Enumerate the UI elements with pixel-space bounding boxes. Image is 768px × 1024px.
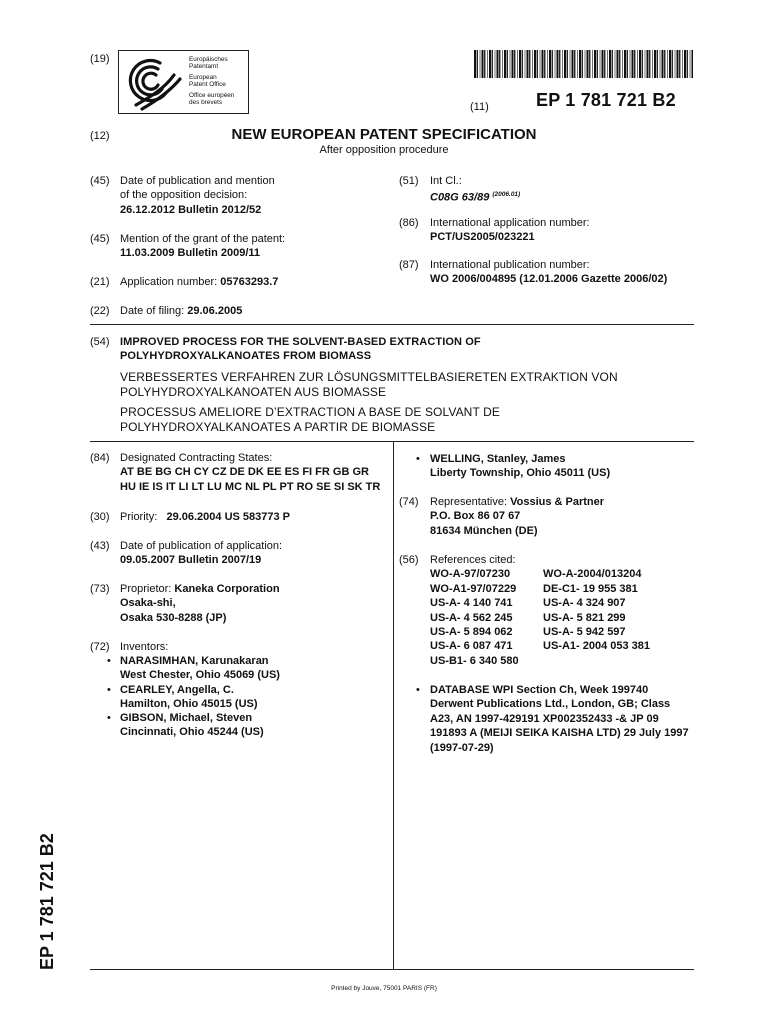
- side-publication-number: EP 1 781 721 B2: [37, 833, 57, 970]
- inid-code-45b: (45): [90, 233, 110, 245]
- title-english: IMPROVED PROCESS FOR THE SOLVENT-BASED EXTRACTION OF POLYHYDROXYALKANOATES FROM BIOMASS: [120, 336, 481, 363]
- inid-code-72: (72): [90, 641, 110, 653]
- title-french: PROCESSUS AMELIORE D’EXTRACTION A BASE DE SOLVANT DE POLYHYDROXYALKANOATES A PARTIR DE BIOMASSE: [120, 405, 500, 434]
- reference-entry: US-A- 5 942 597: [543, 626, 626, 639]
- reference-row: [430, 582, 650, 596]
- inid-code-54: (54): [90, 336, 110, 348]
- reference-entry: US-A1- 2004 053 381: [543, 640, 651, 653]
- office-name: Europäisches Patentamt European Patent Office Office européen des brevets: [189, 56, 235, 107]
- inid-code-84: (84): [90, 452, 110, 464]
- inid-code-45a: (45): [90, 175, 110, 187]
- database-reference: DATABASE WPI Section Ch, Week 199740 Derwent Publications Ltd., London, GB; Class A23, AN 1997-429191 XP002352433 -& JP 09 191893 A (MEIJI SEIKA KAISHA LTD) 29 July 1997 (1997-07-29): [430, 684, 689, 754]
- inid-code-22: (22): [90, 305, 110, 317]
- bullet-icon: •: [107, 712, 111, 724]
- reference-entry: WO-A-2004/013204: [543, 568, 642, 581]
- application-publication-field: Date of publication of application: 09.05.2007 Bulletin 2007/19: [120, 540, 283, 567]
- intl-application-field: International application number: PCT/US2005/023221: [430, 217, 590, 244]
- reference-entry: US-A- 4 562 245: [430, 611, 513, 624]
- printer-footer: Printed by Jouve, 75001 PARIS (FR): [331, 985, 437, 992]
- reference-entry: US-B1- 6 340 580: [430, 654, 519, 667]
- inid-code-11: (11): [470, 101, 489, 113]
- title-german: VERBESSERTES VERFAHREN ZUR LÖSUNGSMITTELBASIERETEN EXTRAKTION VON POLYHYDROXYALKANOATEN AUS BIOMASSE: [120, 370, 618, 399]
- inventor-1: NARASIMHAN, Karunakaran West Chester, Ohio 45069 (US): [120, 655, 280, 682]
- inid-code-12: (12): [90, 130, 110, 142]
- reference-row: [430, 567, 650, 581]
- inventor-4: WELLING, Stanley, James Liberty Township, Ohio 45011 (US): [430, 453, 611, 480]
- inid-code-19: (19): [90, 53, 110, 65]
- column-divider: [393, 441, 394, 969]
- publication-number: EP 1 781 721 B2: [536, 90, 676, 110]
- inid-code-21: (21): [90, 276, 110, 288]
- references-field: References cited: WO-A-97/07230 WO-A-2004/013204 WO-A1-97/07229 DE-C1- 19 955 381 US-A- 4 140 741 US-A- 4 324 907 US-A- 4 562 245 US-A- 5 821 299 US-A- 5 894 062 US-A- 5 942 597 US-A- 6 087 471 US-A1- 2004 053 381 US-B1- 6 340 580: [430, 554, 651, 667]
- reference-entry: US-A- 6 087 471: [430, 640, 513, 653]
- barcode: [474, 50, 693, 78]
- divider-top: [90, 324, 694, 325]
- inid-code-87: (87): [399, 259, 419, 271]
- epo-logo: [118, 50, 249, 114]
- inid-code-43: (43): [90, 540, 110, 552]
- inid-code-74: (74): [399, 496, 419, 508]
- bullet-icon: •: [107, 655, 111, 667]
- filing-date-field: Date of filing: 29.06.2005: [120, 305, 243, 317]
- contracting-states-field: Designated Contracting States: AT BE BG CH CY CZ DE DK EE ES FI FR GB GR HU IE IS IT LI LT LU MC NL PL PT RO SE SI SK TR: [120, 452, 381, 493]
- proprietor-field: Proprietor: Kaneka Corporation Osaka-shi, Osaka 530-8288 (JP): [120, 583, 280, 624]
- priority-field: Priority: 29.06.2004 US 583773 P: [120, 511, 290, 523]
- int-cl-field: Int Cl.: C08G 63/89 $^{(2006.01)}$: [430, 175, 521, 205]
- reference-entry: US-A- 5 894 062: [430, 626, 513, 639]
- reference-entry: WO-A-97/07230: [430, 568, 511, 581]
- document-subtype: After opposition procedure: [319, 144, 449, 156]
- inid-code-86: (86): [399, 217, 419, 229]
- reference-entry: DE-C1- 19 955 381: [543, 582, 638, 595]
- bullet-icon: •: [416, 453, 420, 465]
- intl-publication-field: International publication number: WO 2006/004895 (12.01.2006 Gazette 2006/02): [430, 259, 668, 286]
- opposition-decision-field: Date of publication and mention of the opposition decision: 26.12.2012 Bulletin 2012/52: [120, 175, 275, 216]
- grant-mention-field: Mention of the grant of the patent: 11.03.2009 Bulletin 2009/11: [120, 233, 286, 260]
- inventor-2: CEARLEY, Angella, C. Hamilton, Ohio 45015 (US): [120, 684, 258, 711]
- divider-middle: [90, 441, 694, 442]
- reference-entry: WO-A1-97/07229: [430, 582, 517, 595]
- reference-entry: US-A- 5 821 299: [543, 611, 626, 624]
- document-type: NEW EUROPEAN PATENT SPECIFICATION: [231, 126, 537, 143]
- reference-row: [430, 611, 650, 625]
- reference-row: [430, 639, 650, 653]
- reference-row: [430, 654, 650, 668]
- application-number-field: Application number: 05763293.7: [120, 276, 279, 288]
- inventors-label: Inventors:: [120, 641, 169, 653]
- references-list: [430, 567, 650, 668]
- divider-bottom: [90, 969, 694, 970]
- inventor-3: GIBSON, Michael, Steven Cincinnati, Ohio 45244 (US): [120, 712, 264, 739]
- inid-code-30: (30): [90, 511, 110, 523]
- inid-code-73: (73): [90, 583, 110, 595]
- reference-row: [430, 596, 650, 610]
- reference-row: [430, 625, 650, 639]
- bullet-icon: •: [107, 684, 111, 696]
- reference-entry: US-A- 4 140 741: [430, 597, 513, 610]
- inid-code-56: (56): [399, 554, 419, 566]
- epo-logo-icon: [122, 53, 184, 111]
- inid-code-51: (51): [399, 175, 419, 187]
- representative-field: Representative: Vossius & Partner P.O. Box 86 07 67 81634 München (DE): [430, 496, 605, 537]
- bullet-icon: •: [416, 684, 420, 696]
- reference-entry: US-A- 4 324 907: [543, 597, 626, 610]
